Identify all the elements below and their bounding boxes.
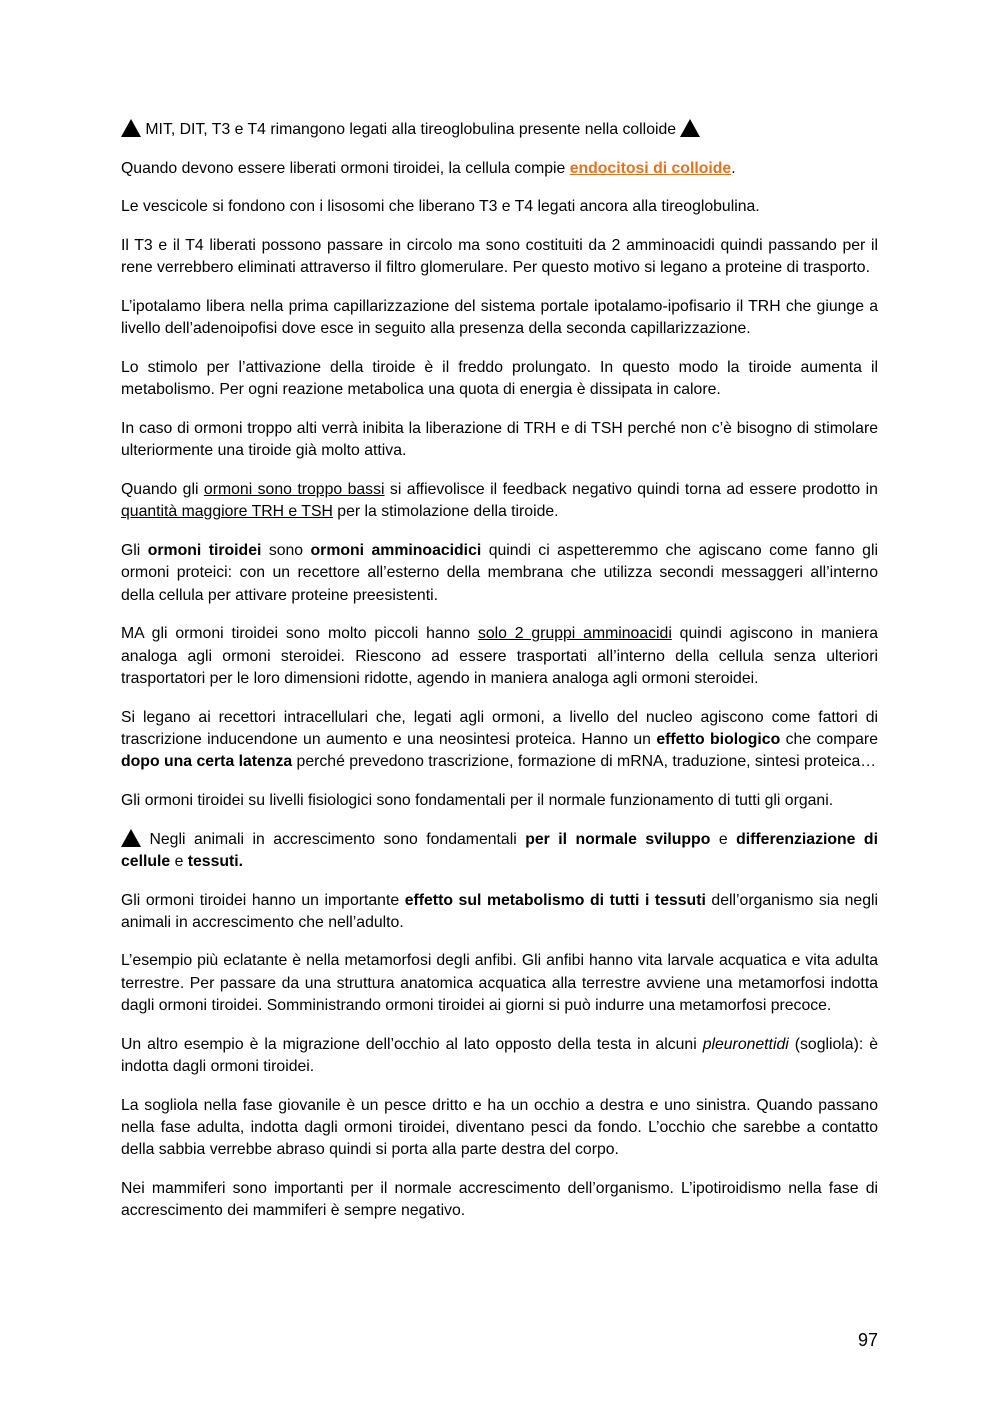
underlined-text: ormoni sono troppo bassi (203, 481, 385, 498)
warning-triangle-icon (680, 119, 700, 137)
text-segment: perché prevedono trascrizione, formazione di mRNA, traduzione, sintesi proteica… (292, 753, 877, 771)
paragraph-vesicles (121, 196, 878, 218)
text-segment: e (170, 852, 188, 870)
paragraph-text: Nei mammiferi sono importanti per il normale accrescimento dell’organismo. L’ipotiroidismo nella fase di accrescimento dei mammiferi è sempre negativo. (121, 1180, 878, 1220)
bold-text: per il normale sviluppo (525, 830, 711, 848)
paragraph-transport-proteins (121, 235, 878, 280)
paragraph-text: Il T3 e il T4 liberati possono passare in circolo ma sono costituiti da 2 amminoacidi quindi passando per il rene verrebbero eliminati attraverso il filtro glomerulare. Per questo motivo si legano a proteine di trasporto. (121, 237, 878, 277)
bold-text: tessuti. (187, 852, 244, 870)
bold-text: differenziazione di cellule (121, 830, 878, 870)
paragraph-mammals (121, 1178, 878, 1223)
underlined-text: solo 2 gruppi amminoacidi (477, 625, 672, 643)
paragraph-colloid-note (121, 119, 878, 141)
bold-text: ormoni amminoacidici (310, 541, 482, 559)
bold-text: effetto biologico (656, 730, 781, 748)
paragraph-small-hormones (121, 623, 878, 690)
paragraph-metabolism-effect (121, 890, 878, 935)
text-segment: Quando devono essere liberati ormoni tiroidei, la cellula compie (121, 159, 570, 177)
underlined-text: quantità maggiore TRH e TSH (121, 503, 333, 521)
warning-triangle-icon (121, 119, 141, 137)
paragraph-text: Gli ormoni tiroidei su livelli fisiologici sono fondamentali per il normale funzionamento di tutti gli organi. (121, 791, 834, 809)
text-segment: dell’organismo sia negli animali in accrescimento che nell’adulto. (121, 891, 879, 931)
text-segment: . (731, 159, 736, 177)
paragraph-physiological-levels (121, 790, 878, 812)
text-segment: che compare (780, 730, 878, 748)
paragraph-sole-fish (121, 1095, 878, 1162)
bold-text: ormoni tiroidei (147, 541, 262, 559)
text-segment: Un altro esempio è la migrazione dell’occhio al lato opposto della testa in alcuni (121, 1035, 703, 1053)
text-segment: Quando gli (121, 481, 204, 498)
italic-text: pleuronettidi (702, 1035, 789, 1053)
paragraph-high-hormones (121, 418, 878, 463)
paragraph-text: La sogliola nella fase giovanile è un pesce dritto e ha un occhio a destra e uno sinistra. Quando passano nella fase adulta, indotta dagli ormoni tiroidei, diventano pesci da fondo. L’occhio che sarebbe a contatto della sabbia verrebbe abraso quindi si porta alla parte destra del corpo. (121, 1096, 878, 1159)
paragraph-amino-hormones (121, 540, 878, 607)
paragraph-eye-migration (121, 1034, 878, 1079)
text-segment: Gli ormoni tiroidei hanno un importante (121, 891, 405, 909)
paragraph-text: MIT, DIT, T3 e T4 rimangono legati alla tireoglobulina presente nella colloide (145, 121, 677, 138)
text-segment: quindi ci aspetteremmo che agiscano come fanno gli ormoni proteici: con un recettore all’esterno della membrana che utilizza secondi messaggeri all’interno della cellula per attivare proteine preesistenti. (121, 541, 878, 604)
text-segment: Si legano ai recettori intracellulari che, legati agli ormoni, a livello del nucleo agiscono come fattori di trascrizione inducendone un aumento e una neosintesi proteica. Hanno un (121, 708, 878, 748)
paragraph-text: In caso di ormoni troppo alti verrà inibita la liberazione di TRH e di TSH perché non c’è bisogno di stimolare ulteriormente una tiroide già molto attiva. (121, 420, 878, 460)
text-segment: quindi agiscono in maniera analoga agli ormoni steroidei. Riescono ad essere trasportati all’interno della cellula senza ulteriori trasportatori per le loro dimensioni ridotte, agendo in maniera analoga agli ormoni steroidei. (121, 625, 878, 687)
paragraph-hypothalamus (121, 296, 878, 341)
paragraph-amphibian-metamorphosis (121, 950, 878, 1017)
page-body (121, 119, 878, 1239)
paragraph-text: L’esempio più eclatante è nella metamorfosi degli anfibi. Gli anfibi hanno vita larvale acquatica e vita adulta terrestre. Per passare da una struttura anatomica acquatica alla terrestre avviene una metamorfosi indotta dagli ormoni tiroidei. Somministrando ormoni tiroidei ai giorni si può indurre una metamorfosi precoce. (121, 952, 878, 1015)
paragraph-text: L’ipotalamo libera nella prima capillarizzazione del sistema portale ipotalamo-ipofisario il TRH che giunge a livello dell’adenoipofisi dove esce in seguito alla presenza della seconda capillarizzazione. (121, 298, 878, 338)
paragraph-intracellular-receptors (121, 707, 878, 774)
text-segment: sono (261, 541, 311, 559)
endocitosi-link[interactable]: endocitosi di colloide (569, 159, 732, 177)
bold-text: effetto sul metabolismo di tutti i tessuti (404, 891, 706, 909)
page-number: 97 (857, 1330, 878, 1350)
paragraph-text: Lo stimolo per l’attivazione della tiroide è il freddo prolungato. In questo modo la tiroide aumenta il metabolismo. Per ogni reazione metabolica una quota di energia è dissipata in calore. (121, 359, 878, 399)
paragraph-endocytosis (121, 158, 878, 180)
paragraph-growth-note (121, 829, 878, 874)
text-segment: e (710, 830, 737, 848)
text-segment: per la stimolazione della tiroide. (332, 503, 559, 521)
paragraph-cold-stimulus (121, 357, 878, 402)
warning-triangle-icon (121, 829, 141, 847)
paragraph-text: Le vescicole si fondono con i lisosomi che liberano T3 e T4 legati ancora alla tireoglobulina. (121, 198, 760, 216)
text-segment: Negli animali in accrescimento sono fondamentali (141, 830, 526, 848)
text-segment: si affievolisce il feedback negativo quindi torna ad essere prodotto in (384, 481, 878, 498)
paragraph-low-hormones (121, 479, 878, 524)
text-segment: (sogliola): è indotta dagli ormoni tiroidei. (121, 1035, 878, 1076)
bold-text: dopo una certa latenza (121, 753, 293, 771)
text-segment: Gli (121, 541, 148, 559)
text-segment: MA gli ormoni tiroidei sono molto piccoli hanno (121, 625, 478, 643)
